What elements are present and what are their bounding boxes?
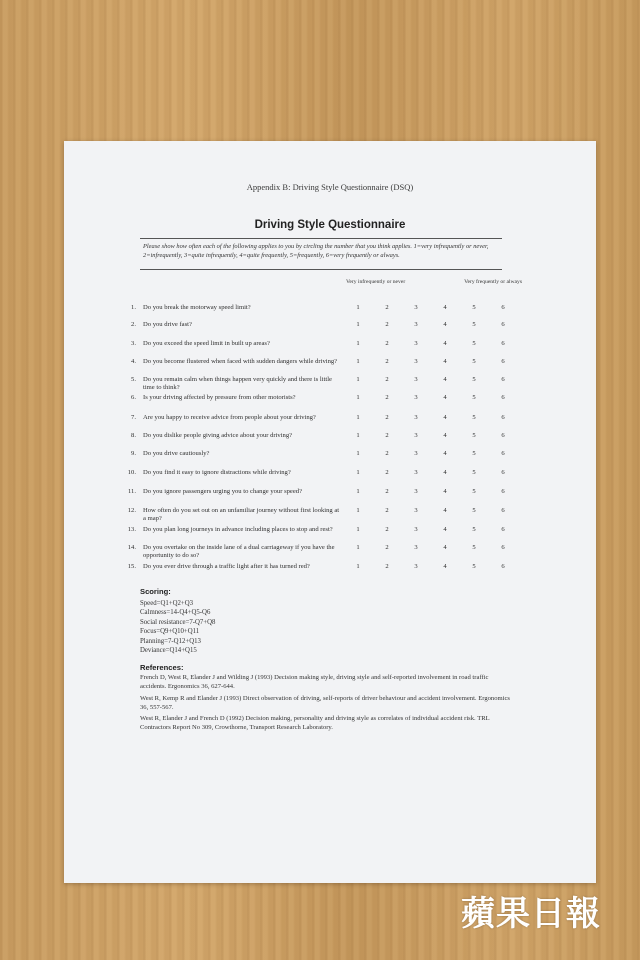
rating-option[interactable]: 1	[356, 544, 360, 551]
question-number: 11.	[128, 488, 136, 495]
scoring-formula: Calmness=14-Q4+Q5-Q6	[140, 609, 211, 617]
rating-option[interactable]: 5	[472, 469, 476, 476]
question-number: 13.	[127, 526, 136, 533]
question-text: Do you become flustered when faced with sudden dangers while driving?	[143, 358, 338, 365]
rating-option[interactable]: 4	[443, 394, 447, 401]
rating-option[interactable]: 2	[385, 376, 389, 383]
scoring-formula: Planning=7-Q12+Q13	[140, 637, 201, 645]
question-row	[64, 358, 596, 376]
rating-option[interactable]: 4	[443, 450, 447, 457]
question-number: 7.	[131, 414, 136, 421]
rating-option[interactable]: 3	[414, 321, 418, 328]
question-text: Do you exceed the speed limit in built up areas?	[143, 340, 270, 347]
scoring-formula: Speed=Q1+Q2+Q3	[140, 600, 194, 607]
question-row	[64, 414, 596, 432]
rating-option[interactable]: 6	[501, 526, 505, 533]
question-number: 5.	[131, 376, 136, 383]
rating-option[interactable]: 6	[501, 544, 505, 551]
rating-option[interactable]: 5	[472, 488, 476, 495]
references-heading: References:	[140, 663, 184, 672]
reference-entry: West R, Kemp R and Elander J (1993) Direct observation of driving, self-reports of driver behaviour and accident involvement. Ergonomics 36, 557-567.	[140, 695, 510, 712]
scale-low-label: Very infrequently or never	[346, 279, 406, 285]
rating-option[interactable]: 1	[356, 432, 360, 439]
question-text: Do you ever drive through a traffic light after it has turned red?	[143, 563, 310, 570]
rating-option[interactable]: 6	[501, 488, 505, 495]
question-row	[64, 304, 596, 322]
rating-option[interactable]: 6	[501, 358, 505, 365]
question-number: 6.	[131, 394, 136, 401]
rating-option[interactable]: 4	[443, 432, 447, 439]
question-row	[64, 340, 596, 358]
rating-option[interactable]: 2	[385, 526, 389, 533]
rating-option[interactable]: 1	[356, 358, 360, 365]
rating-option[interactable]: 2	[385, 304, 389, 311]
question-text: Do you drive fast?	[143, 321, 192, 328]
question-number: 14.	[127, 544, 136, 551]
rating-option[interactable]: 5	[472, 358, 476, 365]
rating-option[interactable]: 3	[414, 507, 418, 514]
rating-option[interactable]: 5	[472, 394, 476, 401]
rating-option[interactable]: 4	[443, 563, 447, 570]
rating-option[interactable]: 2	[385, 507, 389, 514]
rating-option[interactable]: 3	[414, 488, 418, 495]
rating-option[interactable]: 2	[385, 358, 389, 365]
rating-option[interactable]: 6	[501, 563, 505, 570]
rating-option[interactable]: 3	[414, 526, 418, 533]
question-row	[64, 544, 596, 562]
rating-option[interactable]: 6	[501, 340, 505, 347]
question-text: Do you ignore passengers urging you to change your speed?	[143, 488, 303, 495]
rating-option[interactable]: 6	[501, 321, 505, 328]
question-row	[64, 321, 596, 339]
question-number: 10.	[127, 469, 136, 476]
rating-option[interactable]: 6	[501, 394, 505, 401]
rating-option[interactable]: 6	[501, 432, 505, 439]
rating-option[interactable]: 6	[501, 469, 505, 476]
rating-option[interactable]: 3	[414, 304, 418, 311]
newspaper-watermark: 蘋果日報	[461, 894, 601, 934]
question-text: Do you plan long journeys in advance including places to stop and rest?	[143, 526, 333, 533]
rating-option[interactable]: 3	[414, 432, 418, 439]
rating-option[interactable]: 4	[443, 507, 447, 514]
rating-option[interactable]: 3	[414, 469, 418, 476]
rating-option[interactable]: 6	[501, 507, 505, 514]
scoring-heading: Scoring:	[140, 587, 171, 596]
appendix-title: Appendix B: Driving Style Questionnaire (DSQ)	[246, 182, 414, 192]
reference-entry: West R, Elander J and French D (1992) Decision making, personality and driving style as correlates of individual accident risk. TRL Contractors Report No 309, Crowthorne, Transport Research Laboratory.	[140, 715, 490, 732]
rating-option[interactable]: 2	[385, 563, 389, 570]
rating-option[interactable]: 3	[414, 450, 418, 457]
rating-option[interactable]: 2	[385, 450, 389, 457]
rating-option[interactable]: 3	[414, 563, 418, 570]
rating-option[interactable]: 3	[414, 394, 418, 401]
rating-option[interactable]: 1	[356, 414, 360, 421]
rating-option[interactable]: 5	[472, 450, 476, 457]
rating-option[interactable]: 5	[472, 507, 476, 514]
question-row	[64, 469, 596, 487]
question-row	[64, 394, 596, 412]
rating-option[interactable]: 1	[356, 526, 360, 533]
rating-option[interactable]: 1	[356, 488, 360, 495]
scale-high-label: Very frequently or always	[464, 279, 522, 285]
rating-option[interactable]: 4	[443, 376, 447, 383]
question-row	[64, 376, 596, 394]
instructions-rule	[140, 269, 502, 270]
question-text: Are you happy to receive advice from people about your driving?	[143, 414, 316, 421]
rating-option[interactable]: 6	[501, 304, 505, 311]
rating-option[interactable]: 5	[472, 321, 476, 328]
question-text: Do you find it easy to ignore distractions while driving?	[143, 469, 291, 476]
rating-option[interactable]: 5	[472, 340, 476, 347]
rating-option[interactable]: 1	[356, 563, 360, 570]
rating-option[interactable]: 4	[443, 340, 447, 347]
rating-option[interactable]: 1	[356, 376, 360, 383]
rating-option[interactable]: 2	[385, 544, 389, 551]
rating-option[interactable]: 2	[385, 414, 389, 421]
rating-option[interactable]: 5	[472, 304, 476, 311]
rating-option[interactable]: 5	[472, 563, 476, 570]
rating-option[interactable]: 2	[385, 394, 389, 401]
rating-option[interactable]: 4	[443, 526, 447, 533]
rating-option[interactable]: 1	[356, 469, 360, 476]
question-row	[64, 450, 596, 468]
question-number: 4.	[131, 358, 136, 365]
rating-option[interactable]: 4	[443, 358, 447, 365]
rating-option[interactable]: 5	[472, 376, 476, 383]
question-text: Do you overtake on the inside lane of a dual carriageway if you have the opportunity to do so?	[143, 544, 335, 559]
rating-option[interactable]: 4	[443, 414, 447, 421]
top-rule	[140, 238, 502, 239]
question-number: 15.	[127, 563, 136, 570]
question-row	[64, 507, 596, 525]
rating-option[interactable]: 1	[356, 507, 360, 514]
question-text: Is your driving affected by pressure from other motorists?	[143, 394, 296, 401]
rating-option[interactable]: 5	[472, 414, 476, 421]
reference-entry: French D, West R, Elander J and Wilding J (1993) Decision making style, driving style and self-reported involvement in road traffic accidents. Ergonomics 36, 627-644.	[140, 674, 489, 691]
rating-option[interactable]: 2	[385, 321, 389, 328]
rating-option[interactable]: 2	[385, 469, 389, 476]
question-row	[64, 526, 596, 544]
question-row	[64, 432, 596, 450]
rating-option[interactable]: 4	[443, 544, 447, 551]
question-text: Do you remain calm when things happen very quickly and there is little time to think?	[143, 376, 332, 391]
rating-option[interactable]: 1	[356, 394, 360, 401]
question-row	[64, 488, 596, 506]
question-text: How often do you set out on an unfamiliar journey without first looking at a map?	[143, 507, 340, 522]
rating-option[interactable]: 1	[356, 304, 360, 311]
question-row	[64, 563, 596, 581]
scoring-formula: Social resistance=7-Q7+Q8	[140, 618, 216, 626]
scoring-formula: Focus=Q9+Q10+Q11	[140, 628, 200, 636]
rating-option[interactable]: 1	[356, 450, 360, 457]
rating-option[interactable]: 6	[501, 450, 505, 457]
question-text: Do you dislike people giving advice about your driving?	[143, 432, 293, 439]
rating-option[interactable]: 3	[414, 358, 418, 365]
rating-option[interactable]: 3	[414, 544, 418, 551]
rating-option[interactable]: 3	[414, 340, 418, 347]
scoring-formula: Deviance=Q14+Q15	[140, 647, 197, 654]
questionnaire-sheet	[64, 141, 596, 883]
rating-option[interactable]: 3	[414, 414, 418, 421]
question-text: Do you break the motorway speed limit?	[143, 304, 251, 311]
rating-option[interactable]: 6	[501, 414, 505, 421]
rating-option[interactable]: 3	[414, 376, 418, 383]
question-number: 12.	[127, 507, 136, 514]
rating-option[interactable]: 6	[501, 376, 505, 383]
instructions: Please show how often each of the following applies to you by circling the number that you think applies. 1=very infrequently or never, 2=infrequently, 3=quite infrequently, 4=quite frequently, 5=frequently, 6=very frequently or always.	[143, 243, 489, 259]
rating-option[interactable]: 5	[472, 526, 476, 533]
rating-option[interactable]: 2	[385, 340, 389, 347]
rating-option[interactable]: 4	[443, 488, 447, 495]
question-text: Do you drive cautiously?	[143, 450, 210, 457]
rating-option[interactable]: 4	[443, 304, 447, 311]
rating-option[interactable]: 5	[472, 432, 476, 439]
question-number: 3.	[131, 340, 136, 347]
rating-option[interactable]: 2	[385, 488, 389, 495]
rating-option[interactable]: 4	[443, 469, 447, 476]
question-number: 1.	[131, 304, 136, 311]
rating-option[interactable]: 1	[356, 321, 360, 328]
rating-option[interactable]: 2	[385, 432, 389, 439]
question-number: 8.	[131, 432, 136, 439]
rating-option[interactable]: 5	[472, 544, 476, 551]
question-number: 9.	[131, 450, 136, 457]
rating-option[interactable]: 4	[443, 321, 447, 328]
questionnaire-title: Driving Style Questionnaire	[254, 219, 406, 231]
rating-option[interactable]: 1	[356, 340, 360, 347]
question-number: 2.	[131, 321, 136, 328]
